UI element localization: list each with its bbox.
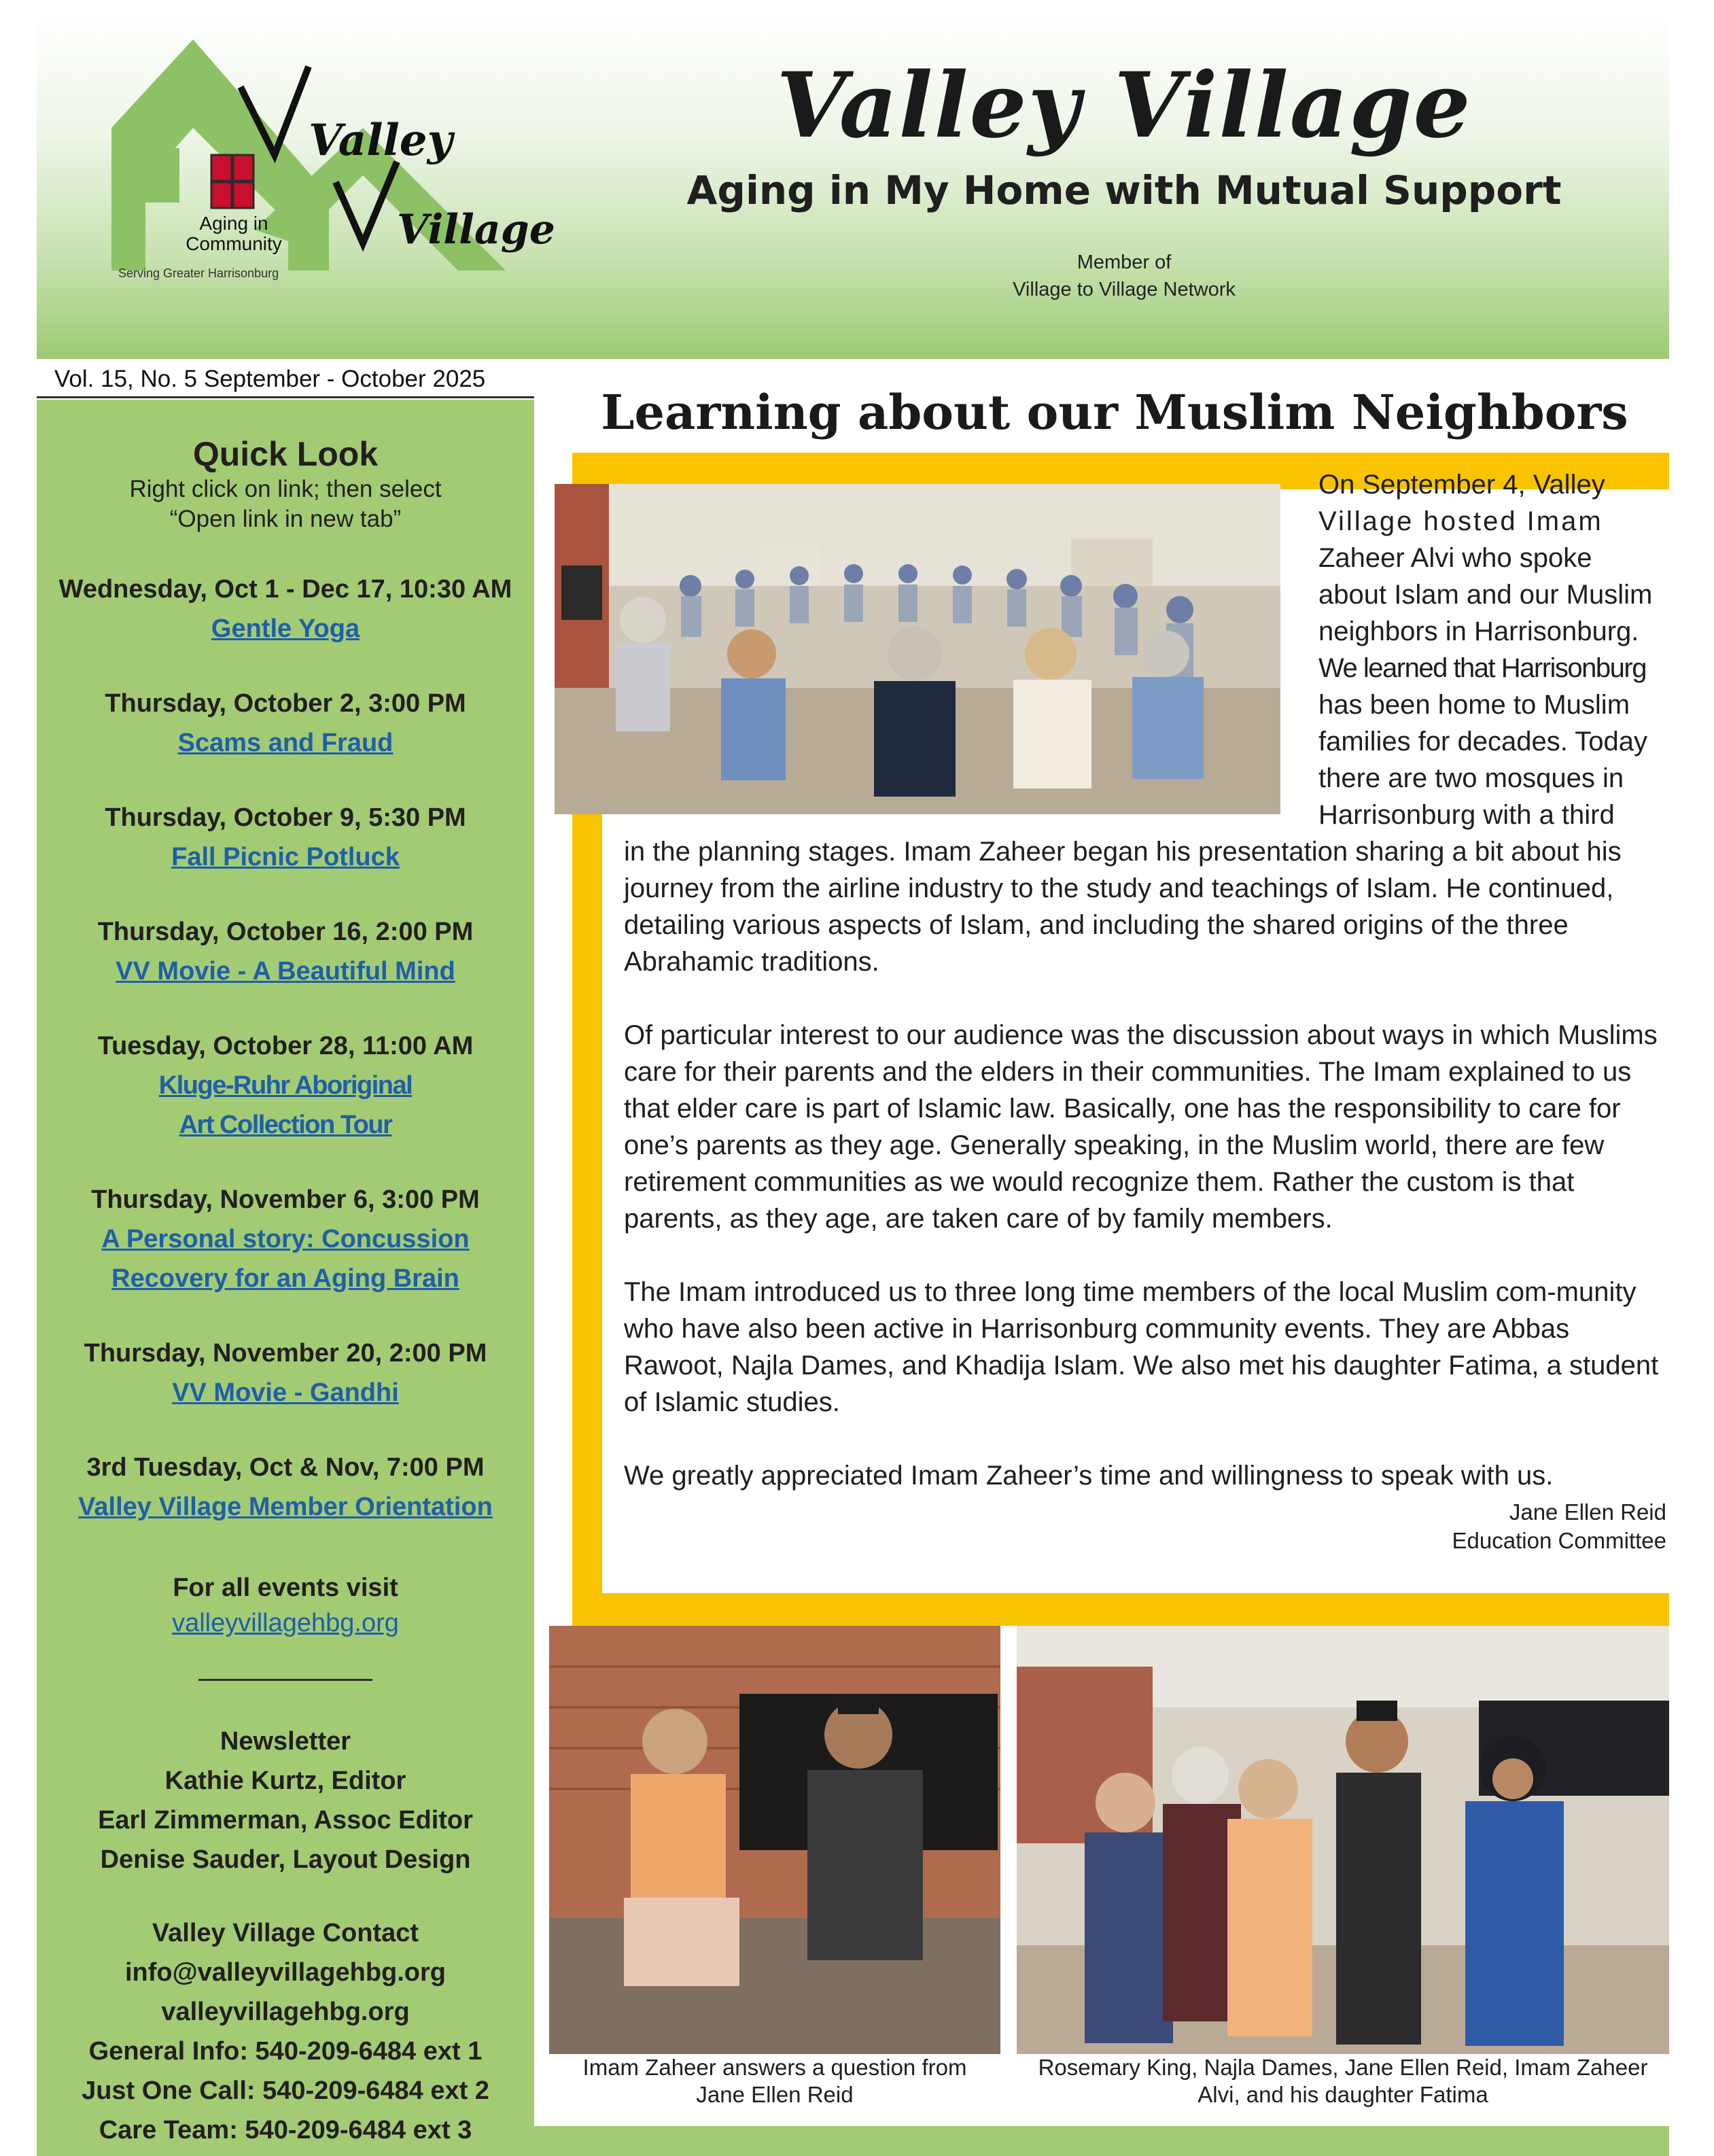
event-gandhi bbox=[37, 1334, 534, 1412]
article-line: On September 4, Valley bbox=[1318, 470, 1605, 500]
contact-website: valleyvillagehbg.org bbox=[161, 1998, 410, 2026]
article-paragraph: The Imam introduced us to three long time members of the local Muslim com-munity who have also been active in Harrisonburg community events. They are Abbas Rawoot, Najla Dames, and Khadija Islam. We also met his daughter Fatima, a student of Islamic studies. bbox=[624, 1277, 1659, 1417]
events-website-link[interactable]: valleyvillagehbg.org bbox=[172, 1609, 399, 1637]
newsletter-title: Valley Village bbox=[776, 53, 1472, 158]
event-date: Thursday, November 6, 3:00 PM bbox=[91, 1185, 480, 1214]
event-concussion-story bbox=[37, 1180, 534, 1298]
caption-line: Alvi, and his daughter Fatima bbox=[1197, 2082, 1488, 2107]
event-link-line[interactable]: Kluge-Ruhr Aboriginal bbox=[158, 1071, 413, 1100]
network-membership bbox=[920, 249, 1328, 303]
contact-general-info: General Info: 540-209-6484 ext 1 bbox=[88, 2037, 483, 2066]
masthead bbox=[37, 12, 1669, 359]
caption-right bbox=[1017, 2054, 1669, 2108]
caption-line: Imam Zaheer answers a question from bbox=[582, 2055, 967, 2080]
logo-community: Community bbox=[186, 233, 282, 254]
event-date: Thursday, October 16, 2:00 PM bbox=[97, 918, 474, 946]
contact-heading: Valley Village Contact bbox=[152, 1919, 419, 1947]
member-of-text: Member of bbox=[1077, 251, 1172, 273]
sidebar-divider bbox=[198, 1679, 372, 1681]
event-link[interactable]: VV Movie - Gandhi bbox=[172, 1378, 399, 1407]
quick-look-sidebar bbox=[37, 400, 534, 2156]
event-date: Tuesday, October 28, 11:00 AM bbox=[97, 1032, 474, 1060]
caption-line: Jane Ellen Reid bbox=[696, 2082, 854, 2107]
author-name: Jane Ellen Reid bbox=[1509, 1499, 1666, 1525]
article-line: Harrisonburg with a third bbox=[1318, 800, 1615, 830]
event-link[interactable]: Fall Picnic Potluck bbox=[171, 843, 400, 871]
article-line: there are two mosques in bbox=[1318, 763, 1624, 793]
author-role: Education Committee bbox=[1452, 1528, 1666, 1553]
event-link[interactable]: VV Movie - A Beautiful Mind bbox=[116, 957, 455, 986]
logo-village-text: Village bbox=[397, 206, 555, 254]
logo-aging-in: Aging in bbox=[199, 213, 268, 234]
article-intro-column bbox=[1318, 466, 1669, 833]
event-date: 3rd Tuesday, Oct & Nov, 7:00 PM bbox=[86, 1453, 485, 1482]
event-link-line[interactable]: A Personal story: Concussion bbox=[101, 1225, 470, 1253]
article-line: neighbors in Harrisonburg. bbox=[1318, 616, 1639, 646]
quick-look-heading: Quick Look bbox=[192, 435, 379, 473]
contact-just-one-call: Just One Call: 540-209-6484 ext 2 bbox=[82, 2076, 489, 2105]
all-events-label: For all events visit bbox=[173, 1573, 398, 1602]
quick-look-note: Right click on link; then select “Open link in new tab” bbox=[129, 476, 442, 532]
newsletter-credits bbox=[37, 1722, 534, 1879]
event-link-line[interactable]: Recovery for an Aging Brain bbox=[111, 1264, 459, 1293]
issue-volume-line: Vol. 15, No. 5 September - October 2025 bbox=[37, 360, 534, 398]
contact-email: info@valleyvillagehbg.org bbox=[124, 1958, 447, 1987]
credit-assoc-editor: Earl Zimmerman, Assoc Editor bbox=[98, 1806, 473, 1835]
logo-valley-text: Valley bbox=[309, 115, 453, 166]
article-body bbox=[624, 833, 1671, 1531]
valley-village-logo bbox=[105, 26, 580, 291]
contact-care-team: Care Team: 540-209-6484 ext 3 bbox=[99, 2116, 472, 2144]
event-link[interactable]: Valley Village Member Orientation bbox=[78, 1493, 493, 1521]
logo-serving: Serving Greater Harrisonburg bbox=[118, 266, 279, 280]
newsletter-tagline: Aging in My Home with Mutual Support bbox=[686, 167, 1562, 213]
article-headline: Learning about our Muslim Neighbors bbox=[601, 384, 1628, 440]
event-date: Thursday, November 20, 2:00 PM bbox=[84, 1339, 487, 1368]
event-gentle-yoga bbox=[37, 570, 534, 648]
photo-imam-answering bbox=[549, 1626, 1000, 2054]
contact-info bbox=[37, 1913, 534, 2150]
event-beautiful-mind bbox=[37, 912, 534, 991]
event-member-orientation bbox=[37, 1448, 534, 1527]
photo-group-circle bbox=[555, 484, 1280, 814]
event-fall-picnic bbox=[37, 798, 534, 877]
event-kluge-ruhr bbox=[37, 1026, 534, 1145]
event-date: Wednesday, Oct 1 - Dec 17, 10:30 AM bbox=[58, 575, 512, 604]
article-line: has been home to Muslim bbox=[1318, 690, 1630, 720]
event-link-line[interactable]: Art Collection Tour bbox=[179, 1111, 392, 1139]
article-byline bbox=[1291, 1498, 1666, 1555]
caption-line: Rosemary King, Najla Dames, Jane Ellen Reid, Imam Zaheer bbox=[1038, 2055, 1648, 2080]
article-line: families for decades. Today bbox=[1318, 727, 1647, 757]
newsletter-heading: Newsletter bbox=[220, 1727, 351, 1756]
article-line: We learned that Harrisonburg bbox=[1318, 653, 1646, 683]
article-line: about Islam and our Muslim bbox=[1318, 580, 1653, 610]
event-link[interactable]: Gentle Yoga bbox=[211, 614, 360, 643]
event-date: Thursday, October 9, 5:30 PM bbox=[105, 803, 466, 832]
credit-editor: Kathie Kurtz, Editor bbox=[164, 1767, 406, 1795]
credit-layout: Denise Sauder, Layout Design bbox=[100, 1845, 471, 1874]
event-date: Thursday, October 2, 3:00 PM bbox=[105, 689, 466, 718]
footer-bar bbox=[534, 2126, 1669, 2156]
photo-group-portrait bbox=[1017, 1626, 1669, 2054]
article-line: Village hosted Imam bbox=[1318, 506, 1603, 536]
article-line: Zaheer Alvi who spoke bbox=[1318, 543, 1592, 573]
event-link[interactable] bbox=[37, 1219, 534, 1298]
article-paragraph: We greatly appreciated Imam Zaheer’s time and willingness to speak with us. bbox=[624, 1461, 1554, 1491]
article-paragraph: Of particular interest to our audience was the discussion about ways in which Muslims care for their parents and the elders in their communities. The Imam explained to us that elder care is part of Islamic law. Basically, one has the responsibility to care for one’s parents as they age. Generally speaking, in the Muslim world, there are few retirement communities as we would recognize them. Rather the custom is that parents, as they age, are taken care of by family members. bbox=[624, 1020, 1658, 1234]
event-link[interactable]: Scams and Fraud bbox=[177, 729, 393, 757]
event-scams-fraud bbox=[37, 684, 534, 763]
caption-left bbox=[549, 2054, 1000, 2108]
network-name: Village to Village Network bbox=[1013, 279, 1236, 300]
article-paragraph: in the planning stages. Imam Zaheer began his presentation sharing a bit about his journey from the airline industry to the study and teachings of Islam. He continued, detailing various aspects of Islam, and including the shared origins of the three Abrahamic traditions. bbox=[624, 837, 1622, 977]
event-link[interactable] bbox=[37, 1066, 534, 1145]
